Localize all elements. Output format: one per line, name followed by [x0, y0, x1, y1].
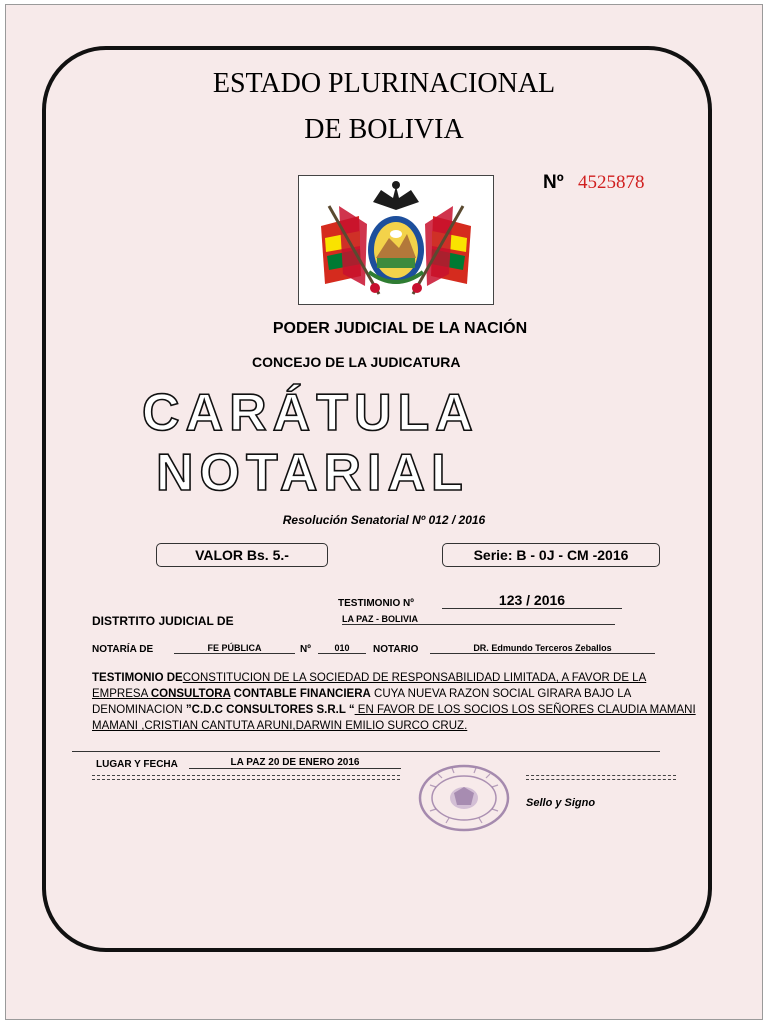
testimonio-text-part3: CUYA NUEVA RAZON SOCIAL GIRARA BAJO LA DENOMINACION — [92, 688, 631, 716]
testimonio-text-bold2: ”C.D.C CONSULTORES S.R.L “ — [185, 704, 355, 716]
distrito-label: DISTRTITO JUDICIAL DE — [92, 614, 234, 628]
testimonio-text-part4: EN FAVOR DE LOS SOCIOS LOS SEÑORES CLAUDIA MAMANI MAMANI ,CRISTIAN CANTUTA ARUNI,DARWIN EMILIO SURCO CRUZ. — [92, 704, 696, 732]
header-line-2: DE BOLIVIA — [304, 114, 464, 145]
sello-dash-line — [526, 775, 676, 776]
testimonio-label: TESTIMONIO DE — [92, 672, 183, 684]
caratula-title: CARÁTULA — [142, 384, 479, 442]
notaria-no-label: Nº — [300, 644, 311, 655]
number-label: Nº — [543, 172, 564, 193]
document-number: 4525878 — [578, 172, 645, 193]
distrito-value: LA PAZ - BOLIVIA — [342, 614, 615, 625]
signature-dash-line — [92, 779, 400, 780]
testimonio-no-label: TESTIMONIO Nº — [338, 598, 414, 609]
sello-dash-line — [526, 779, 676, 780]
resolution-line: Resolución Senatorial Nº 012 / 2016 — [282, 513, 486, 527]
notaria-no-value: 010 — [318, 643, 366, 654]
notarial-title: NOTARIAL — [156, 444, 469, 502]
separator-line — [72, 751, 660, 752]
bolivia-coat-of-arms-icon — [298, 175, 494, 305]
testimonio-text-part1: CONSTITUCION DE LA SOCIEDAD DE RESPONSABILIDAD LIMITADA, A FAVOR DE LA EMPRESA — [92, 672, 647, 700]
testimonio-no-value: 123 / 2016 — [442, 592, 622, 609]
lugar-value: LA PAZ 20 DE ENERO 2016 — [189, 757, 401, 769]
notaria-value: FE PÚBLICA — [174, 643, 295, 654]
serie-box: Serie: B - 0J - CM -2016 — [442, 543, 660, 567]
notario-label: NOTARIO — [373, 644, 419, 655]
poder-judicial-heading: PODER JUDICIAL DE LA NACIÓN — [272, 320, 528, 337]
sello-label: Sello y Signo — [526, 797, 596, 809]
valor-box: VALOR Bs. 5.- — [156, 543, 328, 567]
notaria-label: NOTARÍA DE — [92, 644, 154, 655]
testimonio-text-part2: CONTABLE FINANCIERA — [230, 688, 371, 700]
notary-seal-stamp-icon — [416, 763, 512, 833]
header-line-1: ESTADO PLURINACIONAL — [212, 68, 556, 99]
notario-value: DR. Edmundo Terceros Zeballos — [430, 643, 655, 654]
lugar-label: LUGAR Y FECHA — [96, 759, 178, 770]
testimonio-text-bold1: CONSULTORA — [150, 688, 231, 700]
signature-dash-line — [92, 775, 400, 776]
testimonio-paragraph — [92, 670, 704, 734]
concejo-heading: CONCEJO DE LA JUDICATURA — [252, 354, 461, 370]
